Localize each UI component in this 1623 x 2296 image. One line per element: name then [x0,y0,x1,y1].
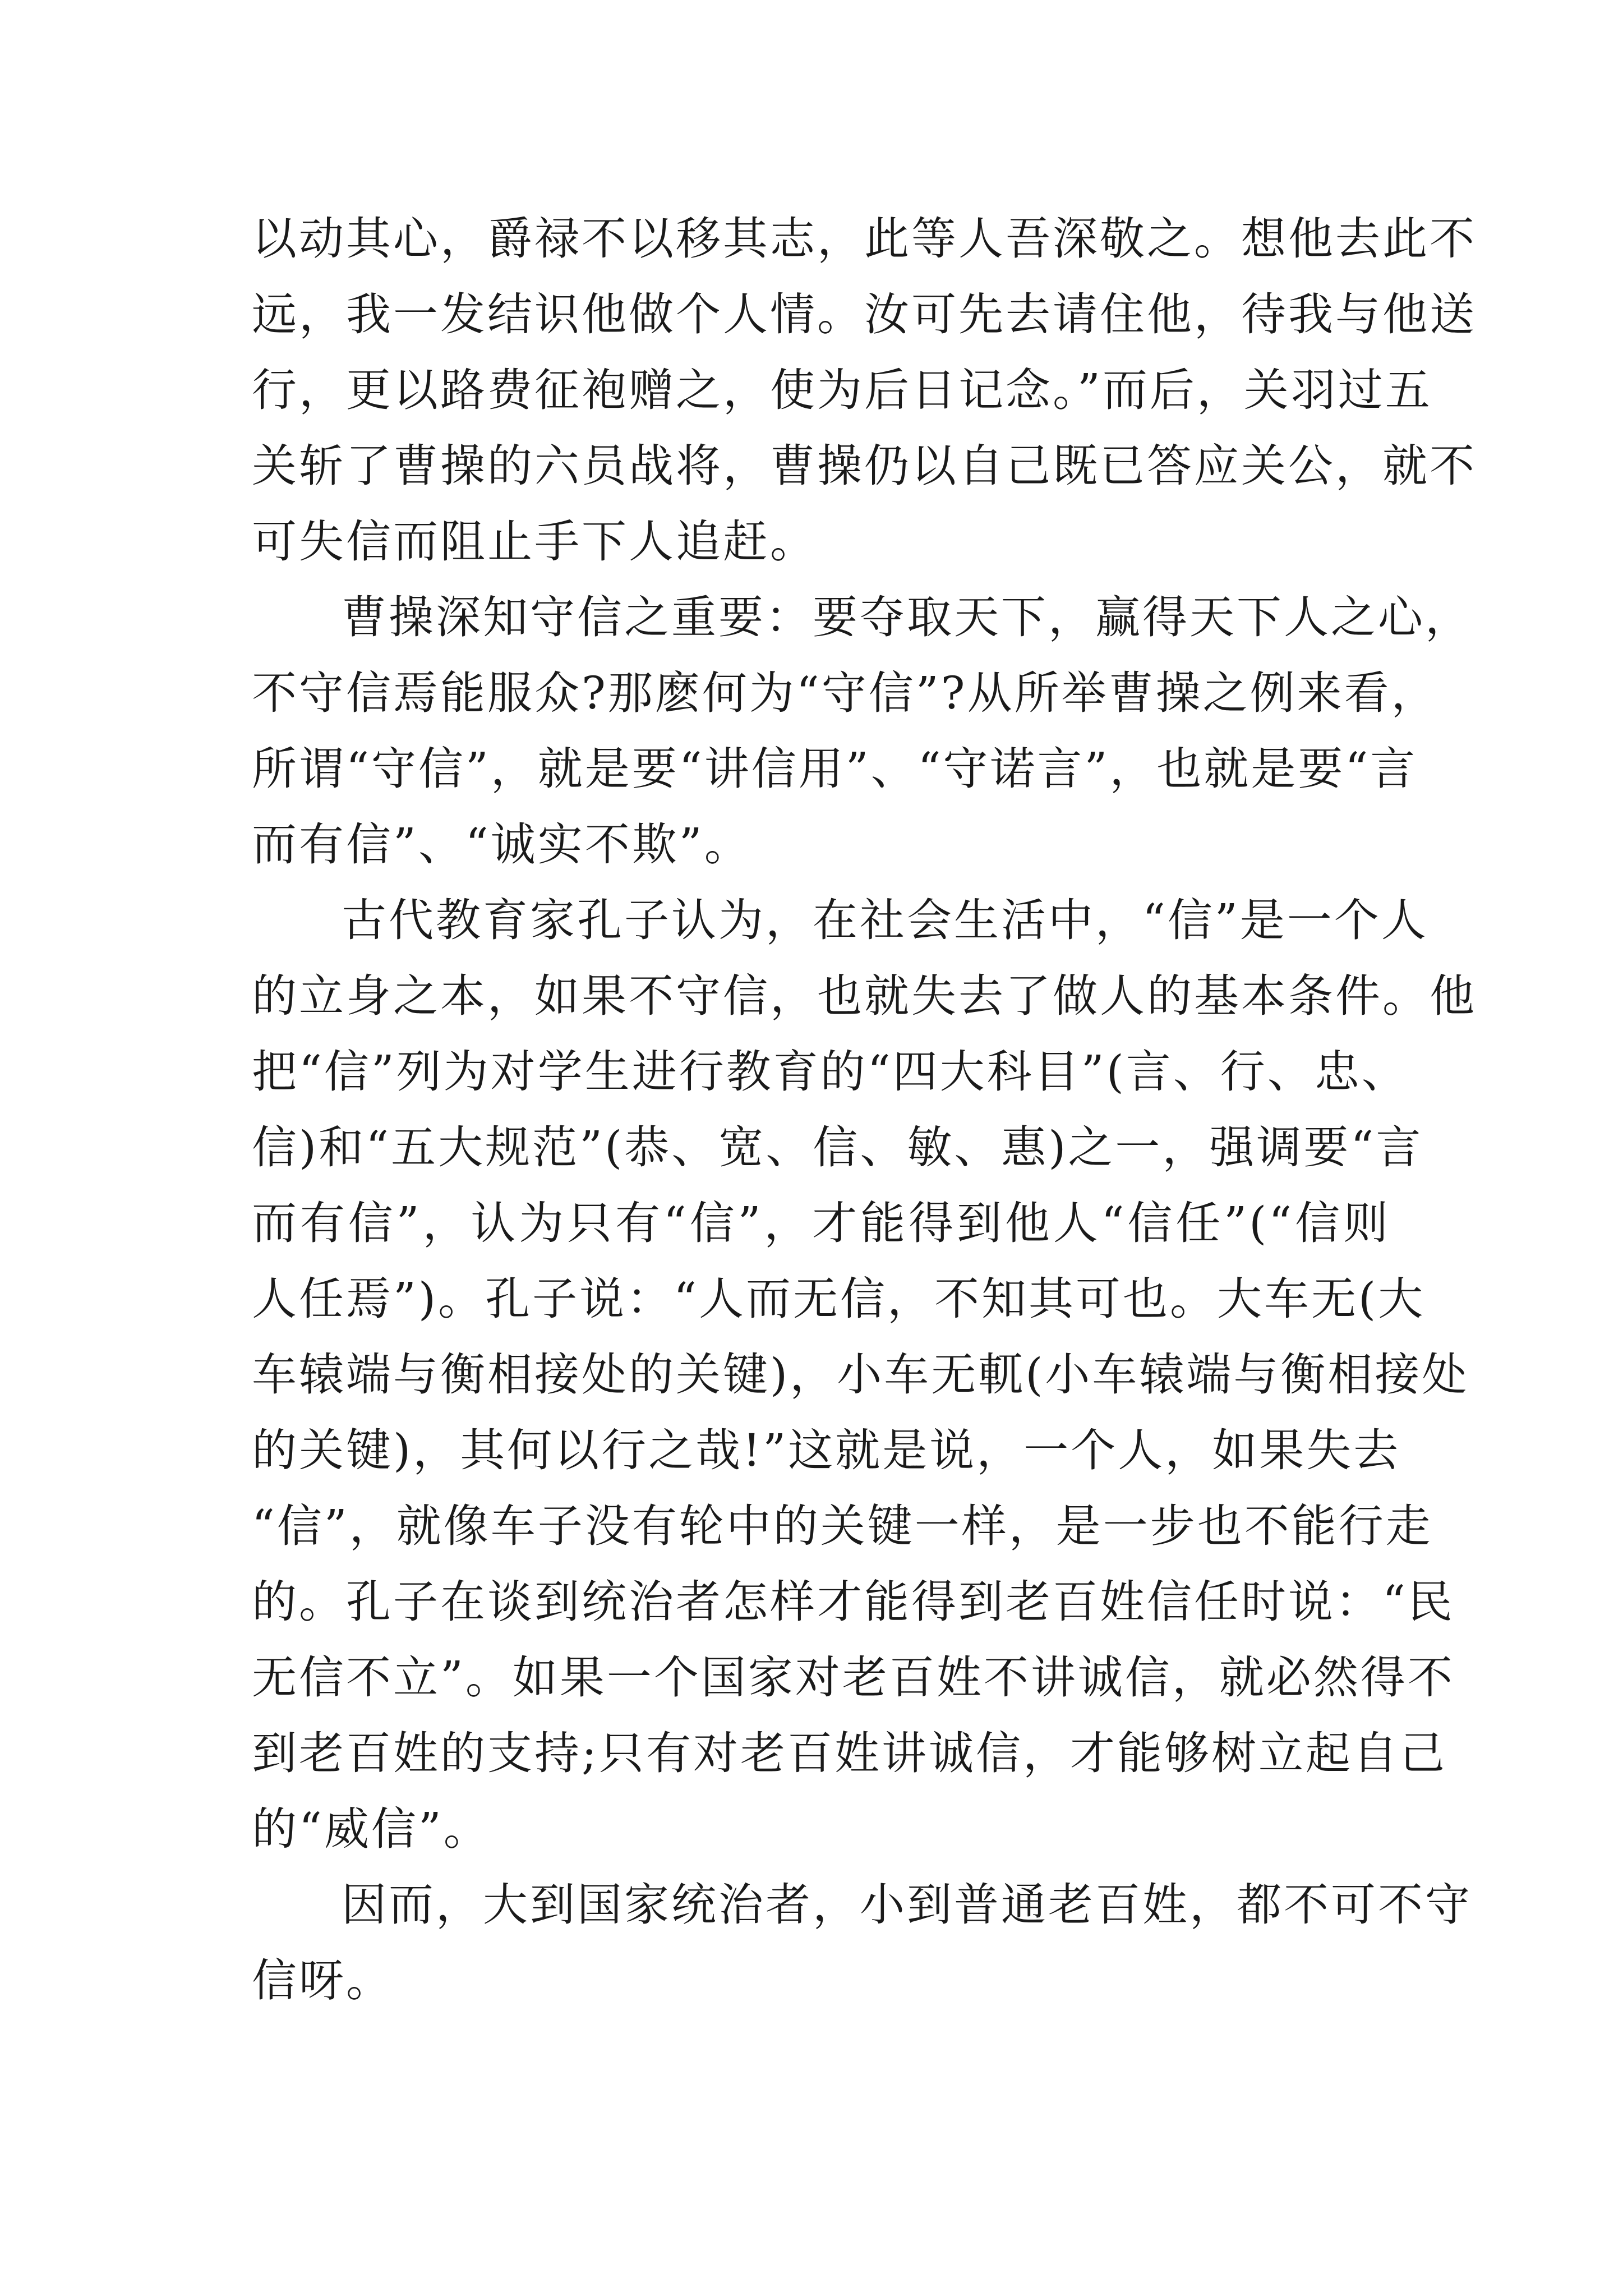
text-line: 把“信”列为对学生进行教育的“四大科目”(言、行、忠、 [252,1046,1409,1098]
text-line: 而有信”、“诚实不欺”。 [252,818,751,871]
text-line: 古代教育家孔子认为，在社会生活中，“信”是一个人 [342,894,1428,946]
text-line: 所谓“守信”，就是要“讲信用”、“守诺言”，也就是要“言 [252,743,1418,795]
text-line: 曹操深知守信之重要：要夺取天下，赢得天下人之心， [342,591,1472,643]
paragraph-2 [252,579,1472,882]
text-line: 而有信”，认为只有“信”，才能得到他人“信任”(“信则 [252,1197,1390,1249]
text-line: 关斩了曹操的六员战将，曹操仍以自己既已答应关公，就不 [252,440,1477,492]
text-line: 的立身之本，如果不守信，也就失去了做人的基本条件。他 [252,970,1477,1022]
text-line: 以动其心，爵禄不以移其志，此等人吾深敬之。想他去此不 [252,213,1477,265]
text-line: 的关键)，其何以行之哉!”这就是说，一个人，如果失去 [252,1424,1401,1476]
text-line: 信呀。 [252,1954,393,2007]
text-line: 人任焉”)。孔子说：“人而无信，不知其可也。大车无(大 [252,1273,1426,1325]
text-line: 的。孔子在谈到统治者怎样才能得到老百姓信任时说：“民 [252,1576,1455,1628]
text-line: 车辕端与衡相接处的关键)，小车无軏(小车辕端与衡相接处 [252,1349,1469,1401]
text-line: 的“威信”。 [252,1803,491,1855]
text-line: 远，我一发结识他做个人情。汝可先去请住他，待我与他送 [252,288,1477,341]
text-line: 可失信而阻止手下人追赶。 [252,516,817,568]
text-line: 不守信焉能服众?那麽何为“守信”?从所举曹操之例来看， [252,667,1438,719]
text-line: 因而，大到国家统治者，小到普通老百姓，都不可不守 [342,1879,1472,1931]
text-line: 信)和“五大规范”(恭、宽、信、敏、惠)之一，强调要“言 [252,1121,1423,1174]
paragraph-3 [252,882,1477,1867]
body-text [252,201,1477,2018]
text-line: 无信不立”。如果一个国家对老百姓不讲诚信，就必然得不 [252,1651,1455,1704]
text-line: 到老百姓的支持;只有对老百姓讲诚信，才能够树立起自己 [252,1727,1447,1779]
text-line: “信”，就像车子没有轮中的关键一样，是一步也不能行走 [252,1500,1433,1552]
paragraph-1 [252,201,1477,579]
text-line: 行，更以路费征袍赠之，使为后日记念。”而后，关羽过五 [252,364,1432,416]
paragraph-4 [252,1867,1472,2018]
